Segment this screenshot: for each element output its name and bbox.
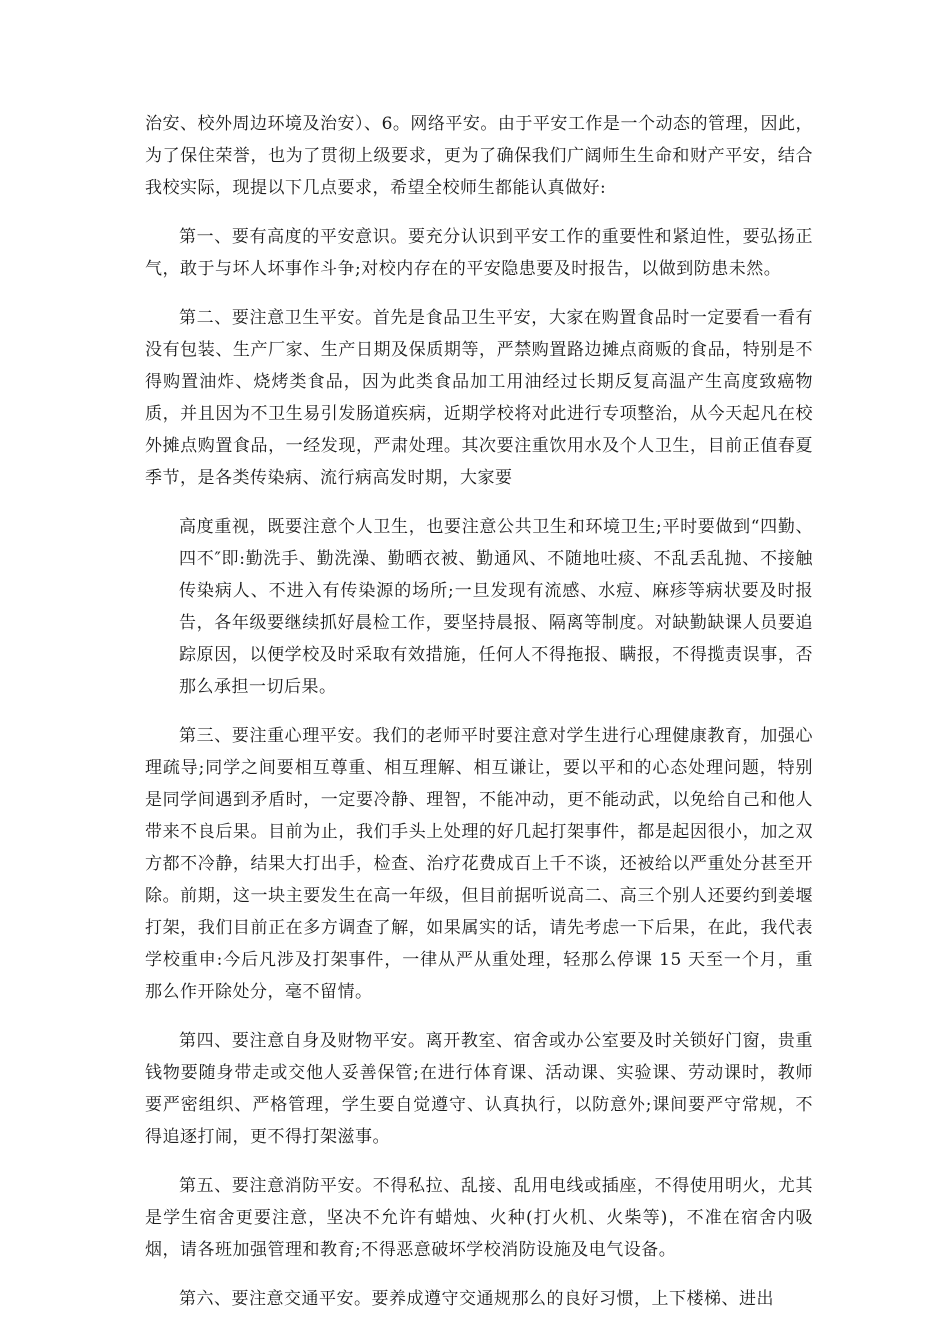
paragraph-fifth-fire-safety: 第五、要注意消防平安。不得私拉、乱接、乱用电线或插座，不得使用明火，尤其是学生宿舍更要注意，坚决不允许有蜡烛、火种(打火机、火柴等)，不准在宿舍内吸烟，请各班加强管理和教育;不得恶意破坏学校消防设施及电气设备。 [145, 1176, 813, 1260]
paragraph-sixth-traffic-safety: 第六、要注意交通平安。要养成遵守交通规那么的良好习惯，上下楼梯、进出 [179, 1289, 774, 1309]
paragraph-fourth-property-safety: 第四、要注意自身及财物平安。离开教室、宿舍或办公室要及时关锁好门窗，贵重钱物要随身带走或交他人妥善保管;在进行体育课、活动课、实验课、劳动课时，教师要严密组织、严格管理，学生要自觉遵守、认真执行，以防意外;课间要严守常规，不得追逐打闹，更不得打架滋事。 [145, 1031, 813, 1147]
paragraph-intro: 治安、校外周边环境及治安）、6。网络平安。由于平安工作是一个动态的管理，因此，为了保住荣誉，也为了贯彻上级要求，更为了确保我们广阔师生生命和财产平安，结合我校实际，现提以下几点要求，希望全校师生都能认真做好: [145, 114, 813, 198]
paragraph-third-psychological-safety: 第三、要注重心理平安。我们的老师平时要注意对学生进行心理健康教育，加强心理疏导;同学之间要相互尊重、相互理解、相互谦让，要以平和的心态处理问题，特别是同学间遇到矛盾时，一定要冷静、理智，不能冲动，更不能动武，以免给自己和他人带来不良后果。目前为止，我们手头上处理的好几起打架事件，都是起因很小，加之双方都不冷静，结果大打出手，检查、治疗花费成百上千不谈，还被给以严重处分甚至开除。前期，这一块主要发生在高一年级，但目前据听说高二、高三个别人还要约到姜堰打架，我们目前正在多方调查了解，如果属实的话，请先考虑一下后果，在此，我代表学校重申:今后凡涉及打架事件，一律从严从重处理，轻那么停课 15 天至一个月，重那么作开除处分，毫不留情。 [145, 726, 813, 1002]
paragraph-second-hygiene-safety: 第二、要注意卫生平安。首先是食品卫生平安，大家在购置食品时一定要看一看有没有包装、生产厂家、生产日期及保质期等，严禁购置路边摊点商贩的食品，特别是不得购置油炸、烧烤类食品，因为此类食品加工用油经过长期反复高温产生高度致癌物质，并且因为不卫生易引发肠道疾病，近期学校将对此进行专项整治，从今天起凡在校外摊点购置食品，一经发现，严肃处理。其次要注重饮用水及个人卫生，目前正值春夏季节，是各类传染病、流行病高发时期，大家要 [145, 308, 813, 488]
paragraph-first-safety-awareness: 第一、要有高度的平安意识。要充分认识到平安工作的重要性和紧迫性，要弘扬正气，敢于与坏人坏事作斗争;对校内存在的平安隐患要及时报告，以做到防患未然。 [145, 227, 813, 279]
document-page [145, 108, 813, 1332]
paragraph-hygiene-continued: 高度重视，既要注意个人卫生，也要注意公共卫生和环境卫生;平时要做到“四勤、四不″即:勤洗手、勤洗澡、勤晒衣被、勤通风、不随地吐痰、不乱丢乱抛、不接触传染病人、不进入有传染源的场所;一旦发现有流感、水痘、麻疹等病状要及时报告，各年级要继续抓好晨检工作，要坚持晨报、隔离等制度。对缺勤缺课人员要追踪原因，以便学校及时采取有效措施，任何人不得拖报、瞒报，不得揽责误事，否那么承担一切后果。 [179, 517, 813, 697]
